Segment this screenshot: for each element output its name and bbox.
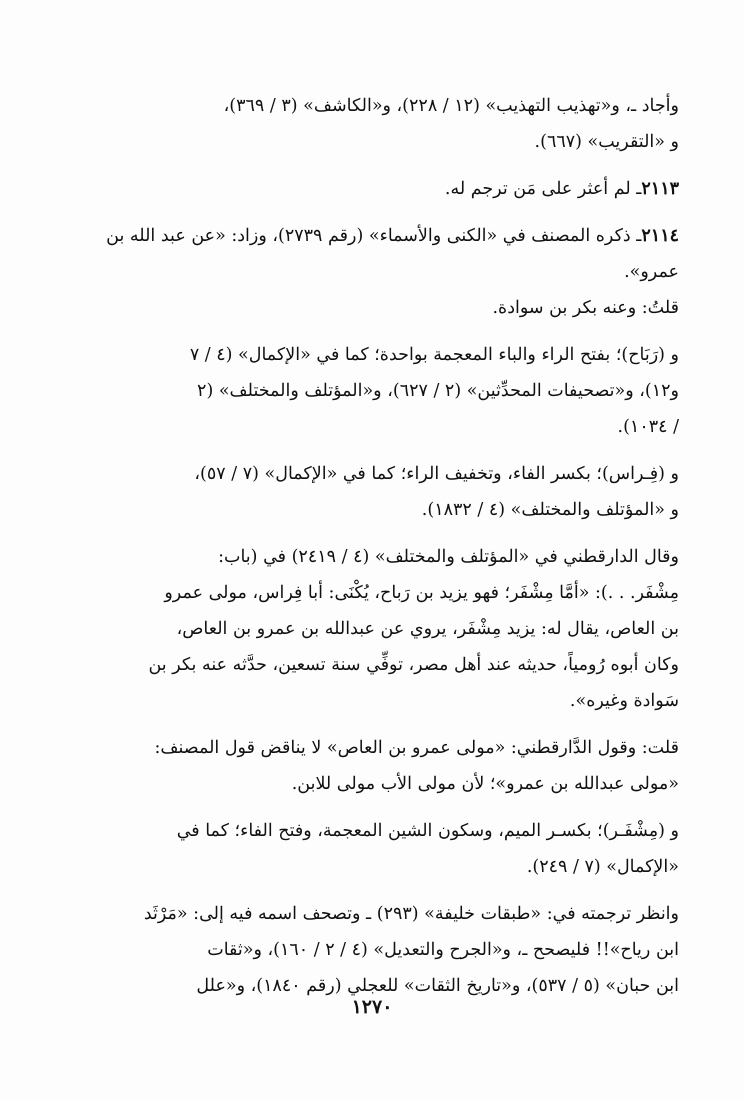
page-number: ١٢٧٠ <box>351 996 393 1018</box>
text-line: قلت: وقول الدَّارقطني: «مولى عمرو بن العاص» لا يناقض قول المصنف: <box>154 738 679 758</box>
text-line: و (رَبَاح)؛ بفتح الراء والباء المعجمة بواحدة؛ كما في «الإكمال» (٤ / ٧ <box>189 345 679 365</box>
text-line: «مولى عبدالله بن عمرو»؛ لأن مولى الأب مولى للابن. <box>291 774 679 794</box>
entry-text: ـ لم أعثر على مَن ترجم له. <box>444 179 642 199</box>
text-line: ابن حبان» (٥ / ٥٣٧)، و«تاريخ الثقات» للعجلي (رقم ١٨٤٠)، و«علل <box>196 976 679 996</box>
paragraph-rabah <box>74 337 679 445</box>
paragraph-mishfar <box>74 813 679 885</box>
text-line: و (مِشْفَـر)؛ بكسـر الميم، وسكون الشين المعجمة، وفتح الفاء؛ كما في <box>176 821 679 841</box>
text-line: سَوادة وغيره». <box>569 691 679 711</box>
entry-2114 <box>74 218 679 326</box>
text-line <box>74 171 679 207</box>
text-line: مِشْفَر. . .): «أمَّا مِشْفَر؛ فهو يزيد بن رَباح، يُكْنَى: أبا فِراس، مولى عمرو <box>164 583 679 603</box>
entry-2113 <box>74 171 679 207</box>
entry-text: ـ ذكره المصنف في «الكنى والأسماء» (رقم ٢٧٣٩)، وزاد: «عن عبد الله بن <box>106 226 642 246</box>
text-line: قلتُ: وعنه بكر بن سوادة. <box>492 298 679 318</box>
text-line: وكان أبوه رُومياً، حديثه عند أهل مصر، توفِّي سنة تسعين، حدَّثه عنه بكر بن <box>148 655 679 675</box>
entry-number: ٢١١٤ <box>641 226 679 246</box>
text-line <box>74 218 679 254</box>
text-line: و١٢)، و«تصحيفات المحدِّثين» (٢ / ٦٢٧)، و«المؤتلف والمختلف» (٢ <box>197 381 679 401</box>
text-line: وانظر ترجمته في: «طبقات خليفة» (٢٩٣) ـ وتصحف اسمه فيه إلى: «مَرْثَد <box>143 904 679 924</box>
entry-number: ٢١١٣ <box>641 179 679 199</box>
text-line: «الإكمال» (٧ / ٢٤٩). <box>526 857 679 877</box>
text-line: عمرو». <box>624 262 679 282</box>
text-line: و (فِـراس)؛ بكسر الفاء، وتخفيف الراء؛ كما في «الإكمال» (٧ / ٥٧)، <box>194 464 679 484</box>
text-line: و «التقريب» (٦٦٧). <box>534 132 679 152</box>
page-body <box>74 88 679 1015</box>
paragraph-continuation <box>74 88 679 160</box>
paragraph-daraqutni <box>74 539 679 719</box>
paragraph-note <box>74 730 679 802</box>
text-line: / ١٠٣٤). <box>617 417 679 437</box>
text-line: و «المؤتلف والمختلف» (٤ / ١٨٣٢). <box>421 500 679 520</box>
text-line: ابن رياح»!! فليصحح ـ، و«الجرح والتعديل» (٤ / ٢ / ١٦٠)، و«ثقات <box>207 940 679 960</box>
text-line: بن العاص، يقال له: يزيد مِشْفَر، يروي عن عبدالله بن عمرو بن العاص، <box>176 619 679 639</box>
text-line: وقال الدارقطني في «المؤتلف والمختلف» (٤ / ٢٤١٩) في (باب: <box>218 547 679 567</box>
text-line: وأجاد ـ، و«تهذيب التهذيب» (١٢ / ٢٢٨)، و«الكاشف» (٣ / ٣٦٩)، <box>223 96 679 116</box>
paragraph-references <box>74 896 679 1004</box>
paragraph-firas <box>74 456 679 528</box>
